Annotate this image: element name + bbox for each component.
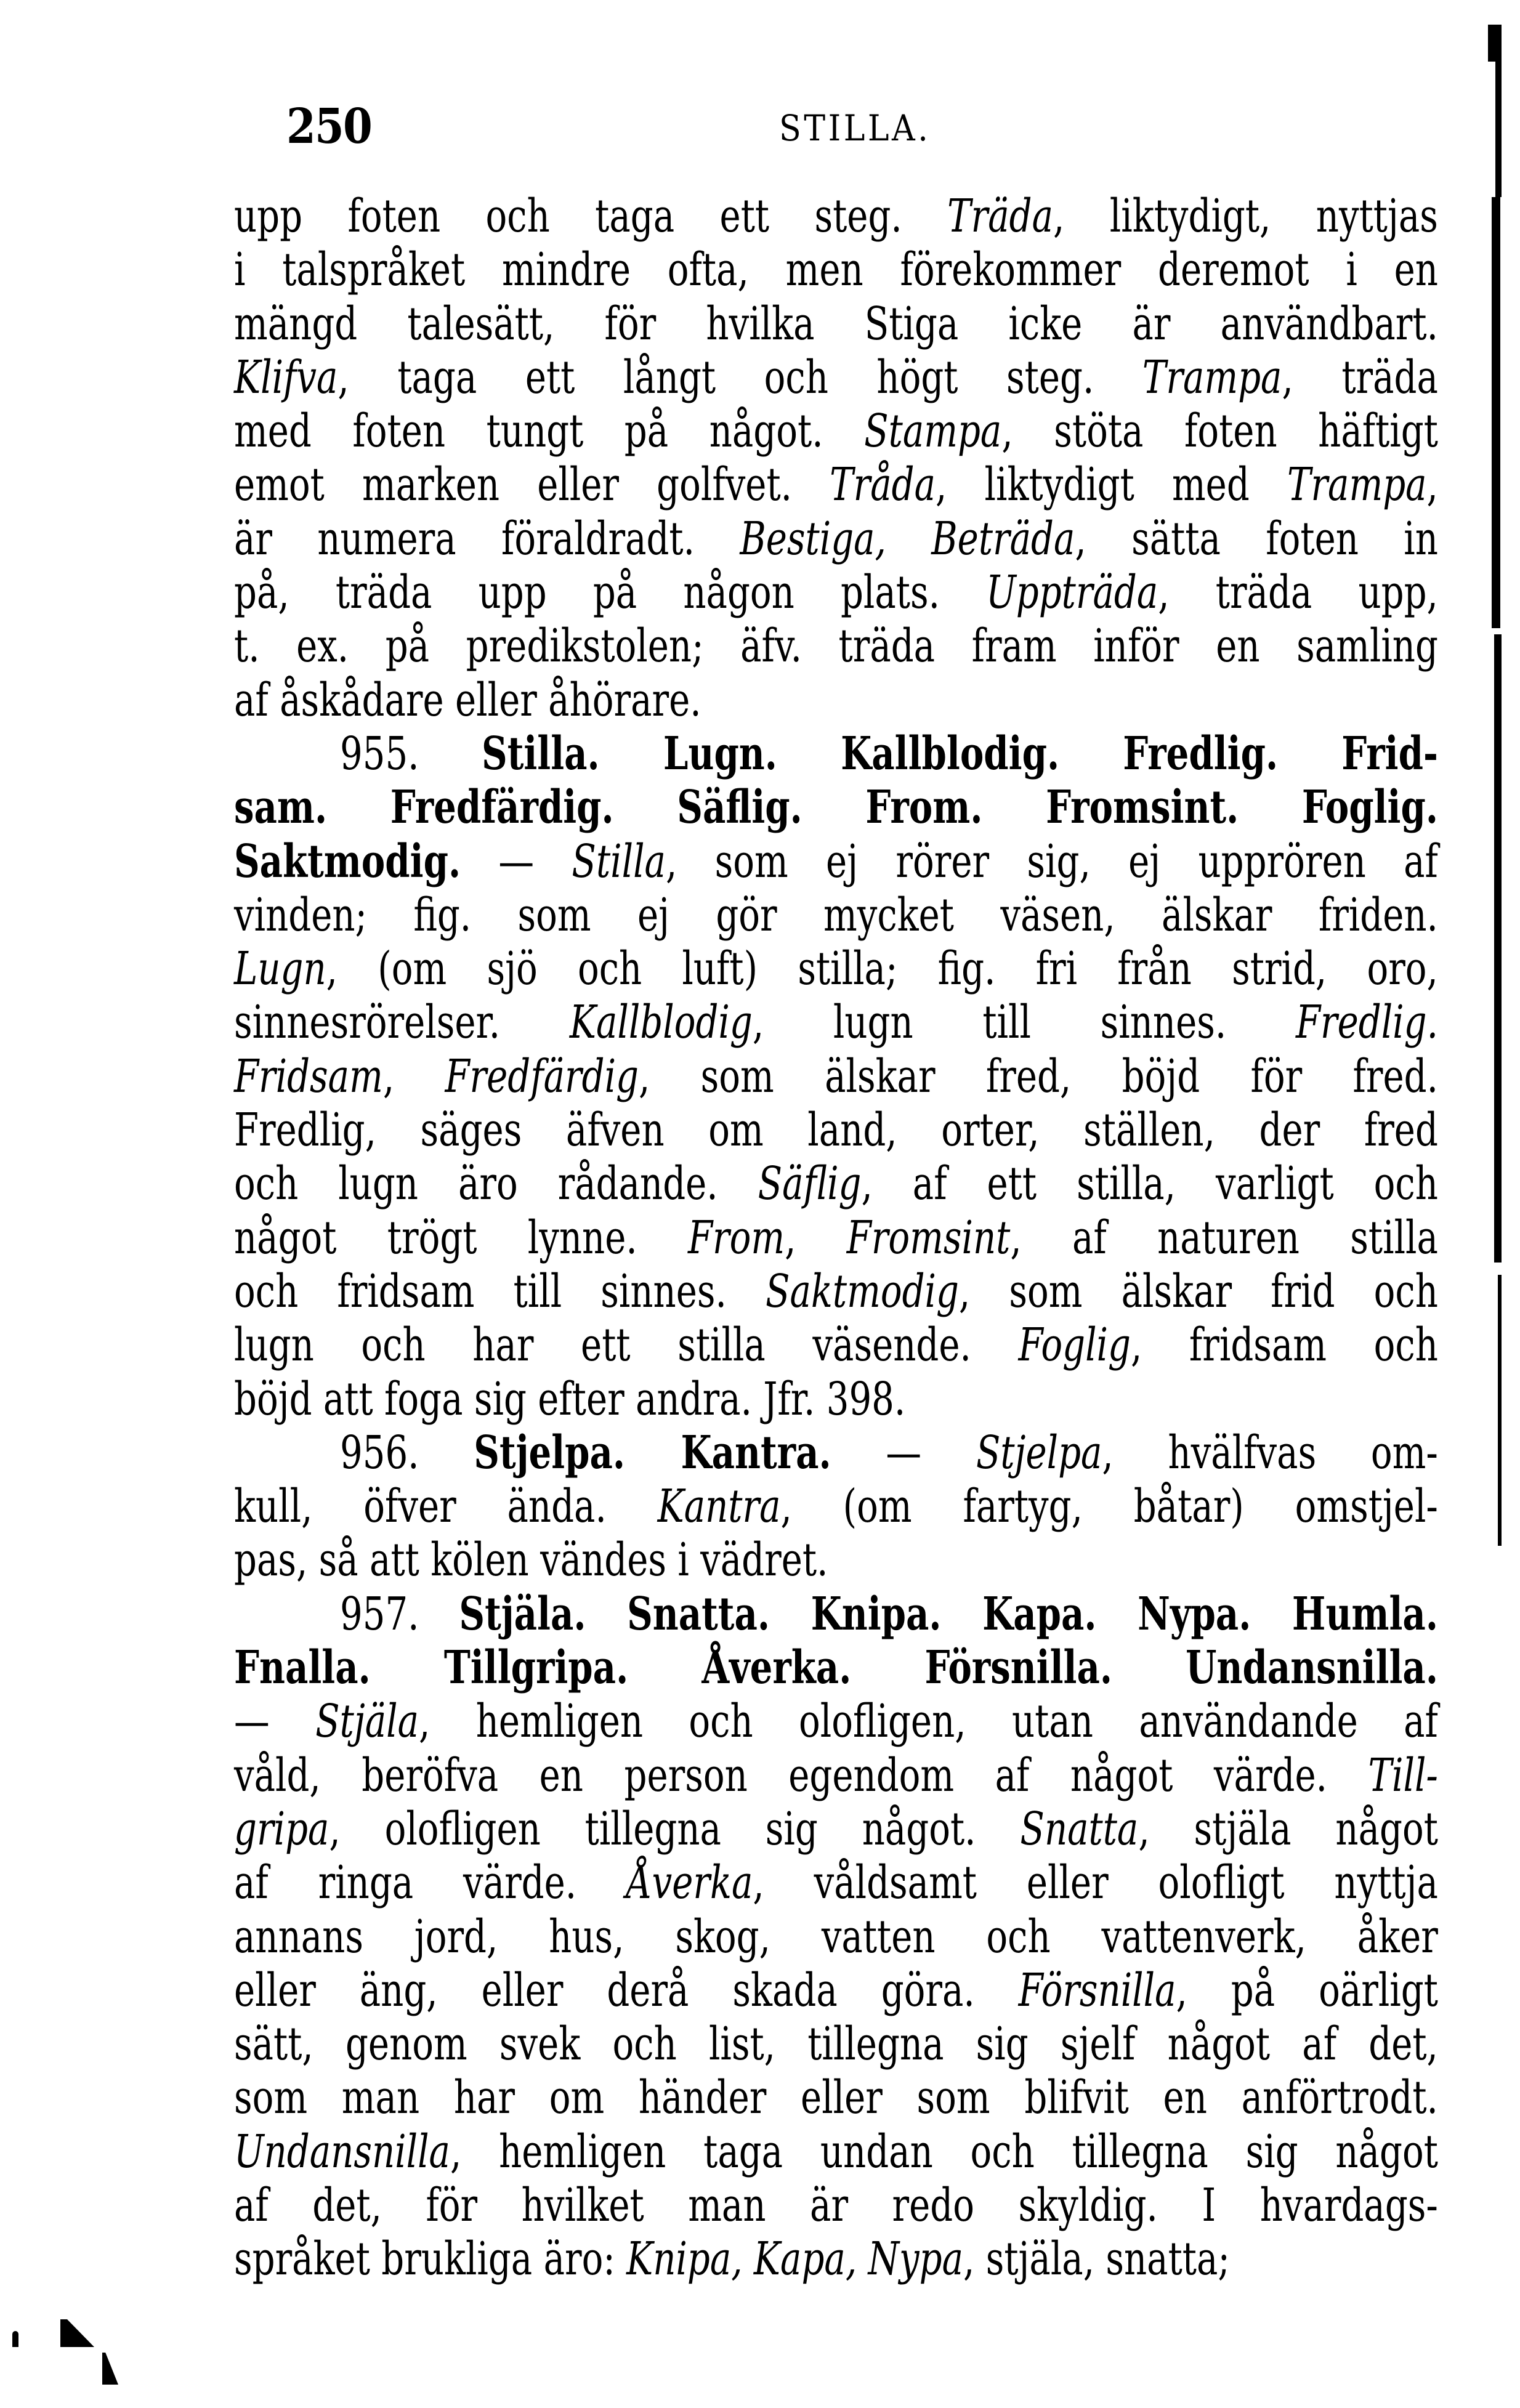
term-italic: Foglig [1018,1319,1131,1372]
text-segment: , hvälfvas om- [1102,1426,1438,1479]
text-segment: böjd att foga sig efter andra. Jfr. 398. [234,1372,906,1426]
text-segment: , våldsamt eller olofligt nyttja [753,1856,1438,1910]
term-italic: From [688,1211,785,1264]
text-line [234,1104,1438,1157]
text-line [234,1749,1438,1803]
scan-artifact-mark [102,2353,118,2385]
text-segment: emot marken eller golfvet. [234,458,830,512]
text-segment: i talspråket mindre ofta, men förekommer deremot i en [234,243,1438,297]
term-italic: Till- [1368,1748,1438,1802]
text-segment: är numera föraldradt. [234,512,740,565]
text-segment: , stjäla något [1138,1802,1438,1856]
text-segment: , [382,1049,445,1103]
text-segment: annans jord, hus, skog, vatten och vattenverk, åker [234,1910,1438,1963]
text-segment: 955. [340,727,482,780]
headword-bold: Fnalla. Tillgripa. Åverka. Försnilla. Undansnilla. [234,1641,1438,1695]
text-line [234,2071,1438,2125]
text-line [234,1426,1438,1480]
text-line [234,1373,1438,1426]
text-line [234,1964,1438,2018]
text-segment: , som ej rörer sig, ej upprören af [665,834,1438,888]
text-line [234,2179,1438,2232]
term-italic: Undansnilla [234,2125,450,2178]
term-italic: Fredfärdig [445,1049,639,1103]
term-italic: Stjelpa [976,1426,1102,1479]
text-segment: pas, så att kölen vändes i vädret. [234,1533,828,1587]
text-segment: af det, för hvilket man är redo skyldig. I hvardags- [234,2178,1438,2232]
term-italic: Snatta [1020,1802,1139,1856]
text-segment: , hemligen och olofligen, utan användande af [419,1695,1438,1748]
text-segment: , lugn till sinnes. [752,996,1296,1049]
text-line [234,297,1438,351]
text-segment: , som älskar frid och [958,1264,1438,1318]
text-segment: som man har om händer eller som blifvit en anförtrodt. [234,2071,1438,2125]
text-segment: med foten tungt på något. [234,405,865,458]
text-segment: , på oärligt [1176,1963,1438,2017]
text-line [234,458,1438,512]
term-italic: Fridsam [234,1049,383,1103]
text-line [234,566,1438,620]
text-segment: 956. [340,1426,474,1479]
text-segment: Fredlig, säges äfven om land, orter, ställen, der fred [234,1104,1438,1157]
term-italic: Stjäla [315,1695,419,1748]
text-line [234,996,1438,1049]
text-line [234,1211,1438,1265]
text-line [234,2125,1438,2179]
scan-artifact-mark [60,2319,94,2347]
term-italic: Trampa [1287,458,1427,512]
text-segment: mängd talesätt, för hvilka Stiga icke är användbart. [234,297,1438,350]
text-line [234,512,1438,566]
text-line [234,1533,1438,1587]
headword-bold: Stilla. Lugn. Kallblodig. Fredlig. Frid- [482,727,1438,780]
body-text [234,190,1438,2287]
text-line [234,1910,1438,1964]
text-segment: — [831,1426,976,1479]
text-segment: 957. [340,1587,459,1641]
text-segment: , liktydigt med [936,458,1287,512]
term-italic: Stampa [864,405,1002,458]
text-segment: , träda upp, [1158,566,1438,620]
text-line [234,2232,1438,2286]
text-line [234,1480,1438,1533]
text-segment: något trögt lynne. [234,1211,689,1264]
text-segment: , stöta foten häftigt [1001,405,1438,458]
text-segment: , [1426,458,1438,512]
text-line [234,1050,1438,1104]
text-segment: språket brukliga äro: [234,2232,627,2286]
section-title: STILLA. [779,107,931,149]
headword-bold: Stjelpa. Kantra. [474,1426,831,1479]
running-head [234,99,1438,154]
text-segment: — [461,834,572,888]
text-segment: , hemligen taga undan och tillegna sig något [450,2125,1438,2178]
term-italic: Tråda [830,458,936,512]
term-italic: Uppträda [986,566,1158,620]
text-line [234,781,1438,834]
headword-bold: sam. Fredfärdig. Säflig. From. Fromsint. Foglig. [234,781,1438,834]
text-segment: eller äng, eller derå skada göra. [234,1963,1019,2017]
term-italic: Kallblodig [569,996,753,1049]
term-italic: Stilla [572,834,666,888]
text-segment: , af naturen stilla [1010,1211,1438,1264]
text-segment: kull, öfver ända. [234,1480,658,1533]
term-italic: Kantra [657,1480,781,1533]
text-segment: , fridsam och [1130,1319,1438,1372]
text-segment: och lugn äro rådande. [234,1157,758,1211]
term-italic: Försnilla [1018,1963,1176,2017]
text-segment: , liktydigt, nyttjas [1053,190,1438,243]
text-line [234,1856,1438,1910]
text-segment: , taga ett långt och högt steg. [338,350,1142,404]
text-segment: , stjäla, snatta; [963,2232,1230,2286]
term-italic: Bestiga, Beträda [740,512,1075,565]
text-segment: på, träda upp på någon plats. [234,566,987,620]
text-line [234,243,1438,297]
text-line [234,405,1438,458]
term-italic: Träda [947,190,1054,243]
text-segment: lugn och har ett stilla väsende. [234,1319,1019,1372]
text-segment: våld, beröfva en person egendom af något värde. [234,1748,1368,1802]
term-italic: gripa [234,1802,329,1856]
text-segment: , [785,1211,847,1264]
text-line [234,2018,1438,2071]
headword-bold: Saktmodig. [234,834,461,888]
text-segment: , af ett stilla, varligt och [861,1157,1438,1211]
text-segment: , (om fartyg, båtar) omstjel- [780,1480,1438,1533]
text-segment: , olofligen tillegna sig något. [329,1802,1021,1856]
text-segment: sätt, genom svek och list, tillegna sig sjelf något af det, [234,2018,1438,2071]
text-line [234,1803,1438,1856]
text-line [234,190,1438,243]
term-italic: Säflig [758,1157,862,1211]
text-line [234,1695,1438,1748]
text-segment: — [234,1695,316,1748]
text-segment: , sätta foten in [1075,512,1438,565]
text-segment: t. ex. på predikstolen; äfv. träda fram inför en samling [234,620,1438,673]
text-line [234,1641,1438,1695]
scan-edge-border [1486,25,1502,1546]
text-line [234,620,1438,673]
text-segment: vinden; fig. som ej gör mycket väsen, älskar friden. [234,888,1438,942]
text-line [234,835,1438,889]
term-italic: Trampa [1142,350,1282,404]
scan-artifact-mark [12,2331,18,2347]
text-line [234,889,1438,942]
text-line [234,1265,1438,1319]
term-italic: Åverka [626,1856,753,1910]
text-line [234,674,1438,727]
text-line [234,1157,1438,1211]
term-italic: Fromsint [846,1211,1011,1264]
text-segment: upp foten och taga ett steg. [234,190,948,243]
text-segment: af åskådare eller åhörare. [234,673,701,727]
text-segment: sinnesrörelser. [234,996,570,1049]
term-italic: Knipa, Kapa, Nypa [626,2232,964,2286]
term-italic: Klifva [234,350,338,404]
term-italic: Fredlig. [1295,996,1438,1049]
text-segment: , som älskar fred, böjd för fred. [638,1049,1438,1103]
text-segment: , (om sjö och luft) stilla; fig. fri från strid, oro, [326,942,1438,996]
text-segment: och fridsam till sinnes. [234,1264,766,1318]
text-line [234,1319,1438,1372]
text-line [234,942,1438,996]
text-line [234,727,1438,781]
term-italic: Lugn [234,942,326,996]
headword-bold: Stjäla. Snatta. Knipa. Kapa. Nypa. Humla. [459,1587,1438,1641]
term-italic: Saktmodig [765,1264,959,1318]
page-number: 250 [286,99,372,155]
text-line [234,351,1438,405]
text-segment: af ringa värde. [234,1856,626,1910]
text-line [234,1588,1438,1641]
text-segment: , träda [1282,350,1438,404]
